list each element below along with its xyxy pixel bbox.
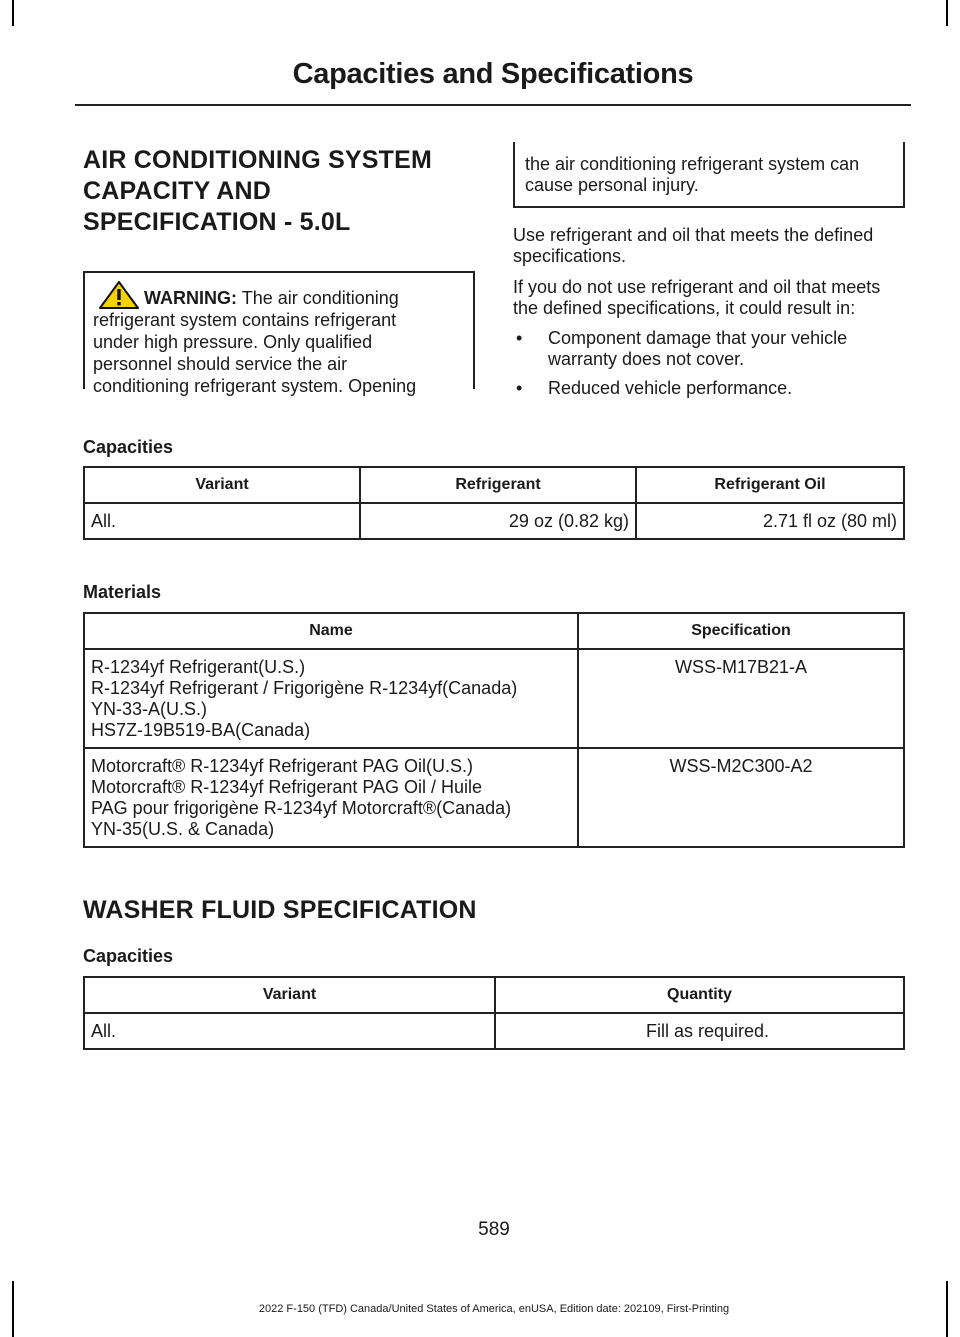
- crop-mark: [946, 0, 948, 26]
- table-cell: 29 oz (0.82 kg): [360, 503, 636, 539]
- paragraph: Use refrigerant and oil that meets the defined specifications.: [513, 225, 874, 266]
- capacities-table: [83, 466, 905, 540]
- column-header: Specification: [578, 613, 904, 649]
- running-head: Capacities and Specifications: [292, 58, 694, 90]
- warning-triangle-icon: [99, 281, 139, 309]
- ac-title-line: AIR CONDITIONING SYSTEM: [83, 146, 433, 174]
- table-header-row: [84, 613, 904, 649]
- warning-text: refrigerant system contains refrigerant: [93, 310, 397, 330]
- warning-text: The air conditioning: [241, 288, 399, 308]
- table-cell: [84, 649, 578, 748]
- material-name-line: PAG pour frigorigène R-1234yf Motorcraft®(Canada): [91, 798, 512, 818]
- material-name-line: HS7Z-19B519-BA(Canada): [91, 720, 311, 740]
- column-header: Quantity: [495, 977, 904, 1013]
- washer-table: [83, 976, 905, 1050]
- left-column: [83, 145, 475, 396]
- material-name-line: R-1234yf Refrigerant(U.S.): [91, 657, 306, 677]
- page-footer: 2022 F-150 (TFD) Canada/United States of America, enUSA, Edition date: 202109, First-Printing: [258, 1303, 730, 1315]
- warning-continuation: the air conditioning refrigerant system can cause personal injury.: [513, 142, 905, 208]
- column-header: Refrigerant: [360, 467, 636, 503]
- capacities-heading: Capacities: [83, 437, 174, 457]
- table-row: [84, 1013, 904, 1049]
- column-header: Variant: [84, 977, 495, 1013]
- right-column: [513, 145, 905, 407]
- table-cell: WSS-M2C300-A2: [578, 748, 904, 847]
- materials-table: [83, 612, 905, 848]
- warning-box: [83, 271, 475, 396]
- table-row: [84, 649, 904, 748]
- page-number: 589: [478, 1219, 510, 1240]
- warning-text: conditioning refrigerant system. Opening: [93, 376, 417, 396]
- crop-mark: [12, 0, 14, 26]
- table-row: [84, 748, 904, 847]
- bullet-list: [513, 328, 905, 399]
- material-name-line: R-1234yf Refrigerant / Frigorigène R-1234yf(Canada): [91, 678, 518, 698]
- table-header-row: [84, 467, 904, 503]
- material-name-line: YN-33-A(U.S.): [91, 699, 208, 719]
- materials-heading: Materials: [83, 582, 162, 602]
- ac-title-line: CAPACITY AND: [83, 177, 272, 205]
- table-row: [84, 503, 904, 539]
- header-rule: [75, 104, 911, 106]
- material-name-line: Motorcraft® R-1234yf Refrigerant PAG Oil(U.S.): [91, 756, 474, 776]
- bullet-glyph: •: [516, 378, 523, 398]
- column-header: Refrigerant Oil: [636, 467, 904, 503]
- bullet-text: Component damage that your vehicle warranty does not cover.: [548, 328, 848, 369]
- warning-text: under high pressure. Only qualified: [93, 332, 373, 352]
- bullet-text: Reduced vehicle performance.: [548, 378, 793, 398]
- column-header: Name: [84, 613, 578, 649]
- material-name-line: Motorcraft® R-1234yf Refrigerant PAG Oil / Huile: [91, 777, 483, 797]
- warning-label: WARNING:: [144, 288, 238, 308]
- column-header: Variant: [84, 467, 360, 503]
- ac-title-line: SPECIFICATION - 5.0L: [83, 208, 351, 236]
- material-name-line: YN-35(U.S. & Canada): [91, 819, 275, 839]
- table-cell: [84, 748, 578, 847]
- table-cell: 2.71 fl oz (80 ml): [636, 503, 904, 539]
- table-cell: WSS-M17B21-A: [578, 649, 904, 748]
- table-cell: Fill as required.: [495, 1013, 904, 1049]
- table-header-row: [84, 977, 904, 1013]
- ac-section-title: [83, 145, 475, 238]
- list-item: [513, 328, 905, 370]
- table-cell: All.: [84, 1013, 495, 1049]
- washer-capacities-heading: Capacities: [83, 946, 174, 966]
- washer-section-title: WASHER FLUID SPECIFICATION: [83, 896, 477, 924]
- warning-text: personnel should service the air: [93, 354, 348, 374]
- list-item: [513, 378, 905, 399]
- bullet-glyph: •: [516, 328, 523, 348]
- paragraph: If you do not use refrigerant and oil that meets the defined specifications, it could result in:: [513, 277, 881, 318]
- table-cell: All.: [84, 503, 360, 539]
